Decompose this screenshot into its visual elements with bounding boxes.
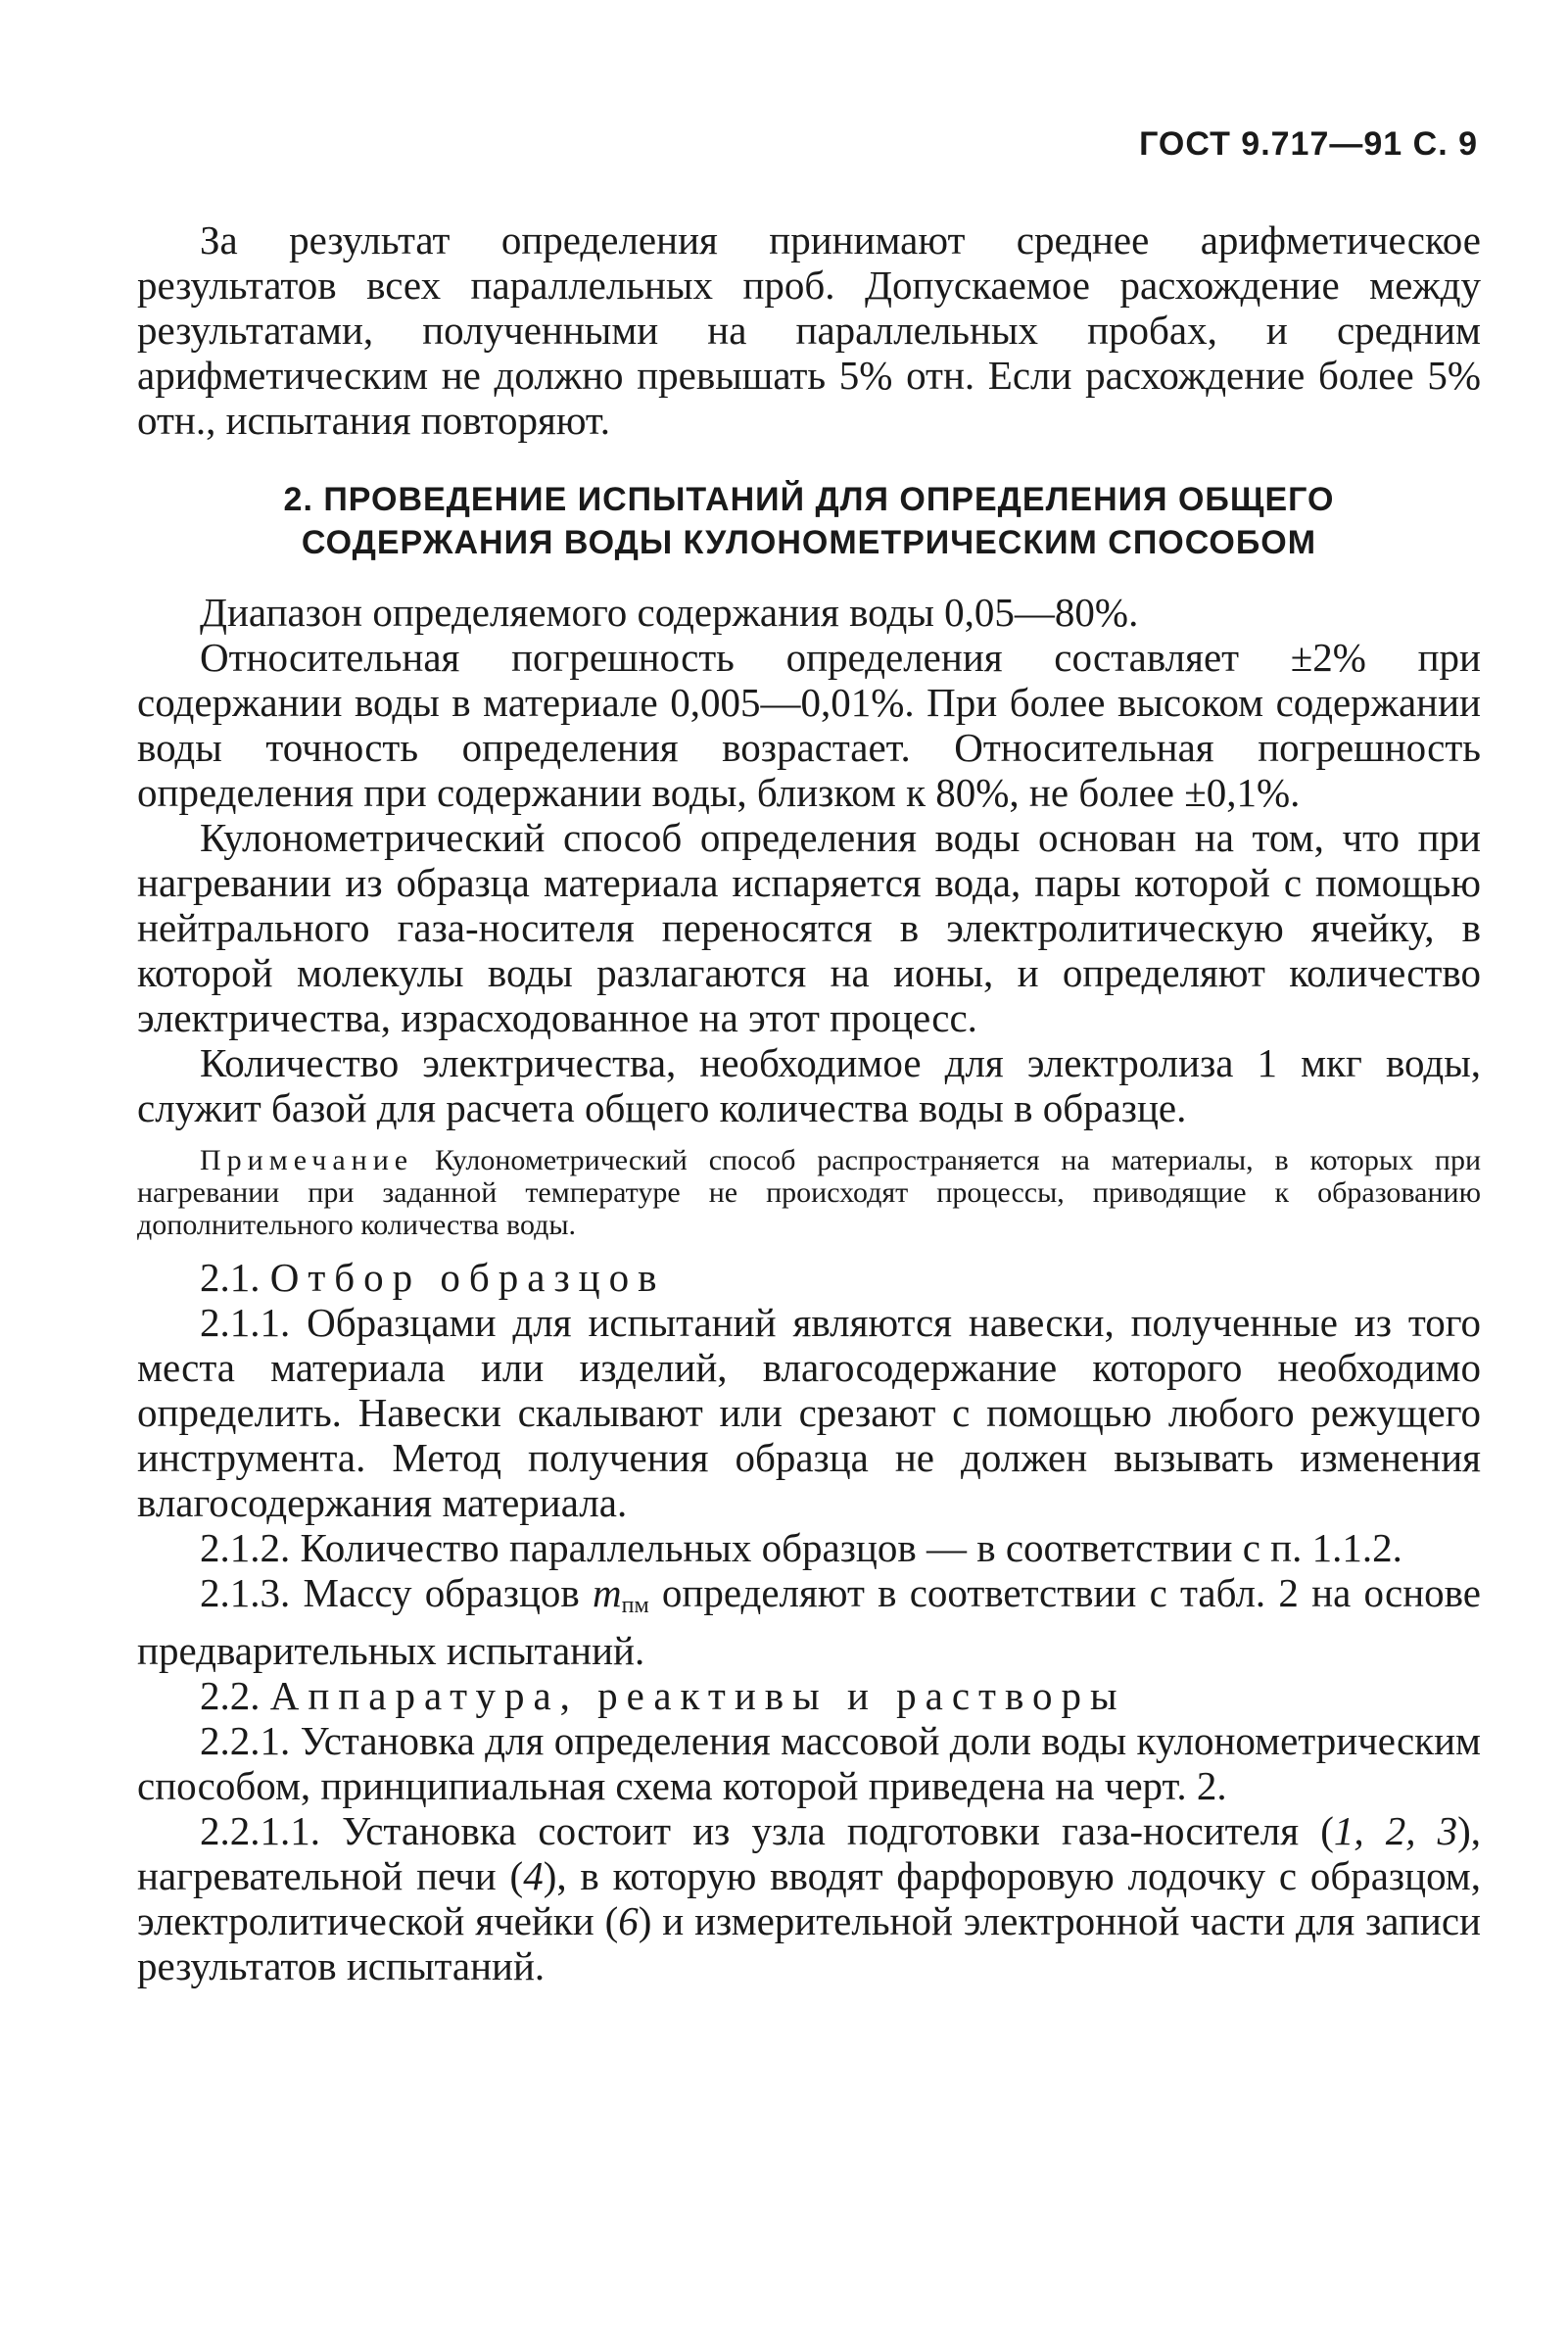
ref-cell: 6 bbox=[618, 1898, 639, 1943]
paragraph-2-2-1-1 bbox=[137, 1808, 1481, 1988]
mass-subscript: пм bbox=[621, 1593, 649, 1618]
p-2-1-3-start: 2.1.3. Массу образцов bbox=[200, 1570, 594, 1615]
p-2-2-1-1-c: ), в которую вводят фарфоровую лодочку с образцом, электролитической ячейки ( bbox=[137, 1853, 1481, 1943]
paragraph-2-1-2: 2.1.2. Количество параллельных образцов — в соответствии с п. 1.1.2. bbox=[200, 1525, 1402, 1570]
range-paragraph: Диапазон определяемого содержания воды 0,05—80%. bbox=[200, 590, 1139, 635]
intro-paragraph: За результат определения принимают среднее арифметическое результатов всех параллельных проб. Допускаемое расхождение между результатами, полученными на параллельных пробах, и средним арифметическим не должно превышать 5% отн. Если расхождение более 5% отн., испытания повторяют. bbox=[137, 217, 1481, 443]
page-header: ГОСТ 9.717—91 С. 9 bbox=[1139, 125, 1478, 163]
mass-symbol: m bbox=[593, 1570, 622, 1615]
subsection-2-1-title bbox=[137, 1255, 1481, 1300]
paragraph-2-1-1: 2.1.1. Образцами для испытаний являются навески, полученные из того места материала или изделий, влагосодержание которого необходимо определить. Навески скалывают или срезают с помощью любого режущего инструмента. Метод получения образца не должен вызывать изменения влагосодержания материала. bbox=[137, 1300, 1481, 1525]
subsection-2-2-title bbox=[137, 1673, 1481, 1718]
p-2-2-1-1-a: 2.2.1.1. Установка состоит из узла подготовки газа-носителя ( bbox=[200, 1808, 1334, 1853]
section-2-heading-line-1: 2. ПРОВЕДЕНИЕ ИСПЫТАНИЙ ДЛЯ ОПРЕДЕЛЕНИЯ ОБЩЕГО bbox=[283, 481, 1335, 518]
paragraph-2-1-3 bbox=[137, 1570, 1481, 1673]
subsection-2-2-title-text: Аппаратура, реактивы и растворы bbox=[269, 1673, 1126, 1718]
method-paragraph: Кулонометрический способ определения воды основан на том, что при нагревании из образца материала испаряется вода, пары которой с помощью нейтрального газа-носителя переносятся в электролитическую ячейку, в которой молекулы воды разлагаются на ионы, и определяют количество электричества, израсходованное на этот процесс. bbox=[137, 815, 1481, 1040]
section-2-heading-line-2: СОДЕРЖАНИЯ ВОДЫ КУЛОНОМЕТРИЧЕСКИМ СПОСОБОМ bbox=[301, 524, 1317, 561]
quantity-paragraph: Количество электричества, необходимое для электролиза 1 мкг воды, служит базой для расчета общего количества воды в образце. bbox=[137, 1040, 1481, 1130]
page-body bbox=[137, 217, 1481, 1988]
p-2-2-1-1-b: ), нагревательной печи ( bbox=[137, 1808, 1481, 1898]
subsection-2-1-title-text: Отбор образцов bbox=[269, 1255, 666, 1300]
paragraph-2-2-1: 2.2.1. Установка для определения массовой доли воды кулонометрическим способом, принципиальная схема которой приведена на черт. 2. bbox=[137, 1718, 1481, 1808]
note bbox=[137, 1144, 1481, 1241]
section-2-heading bbox=[137, 478, 1481, 564]
p-2-2-1-1-d: ) и измерительной электронной части для записи результатов испытаний. bbox=[137, 1898, 1481, 1988]
ref-oven: 4 bbox=[523, 1853, 544, 1898]
error-paragraph: Относительная погрешность определения составляет ±2% при содержании воды в материале 0,005—0,01%. При более высоком содержании воды точность определения возрастает. Относительная погрешность определения при содержании воды, близком к 80%, не более ±0,1%. bbox=[137, 635, 1481, 815]
subsection-2-1-number: 2.1. bbox=[200, 1255, 261, 1300]
ref-gas-units: 1, 2, 3 bbox=[1333, 1808, 1458, 1853]
subsection-2-2-number: 2.2. bbox=[200, 1673, 261, 1718]
p-2-1-3-end: определяют в соответствии с табл. 2 на основе предварительных испытаний. bbox=[137, 1570, 1481, 1673]
note-label: Примечание bbox=[200, 1144, 414, 1176]
note-text: Кулонометрический способ распространяется на материалы, в которых при нагревании при заданной температуре не происходят процессы, приводящие к образованию дополнительного количества воды. bbox=[137, 1144, 1482, 1241]
